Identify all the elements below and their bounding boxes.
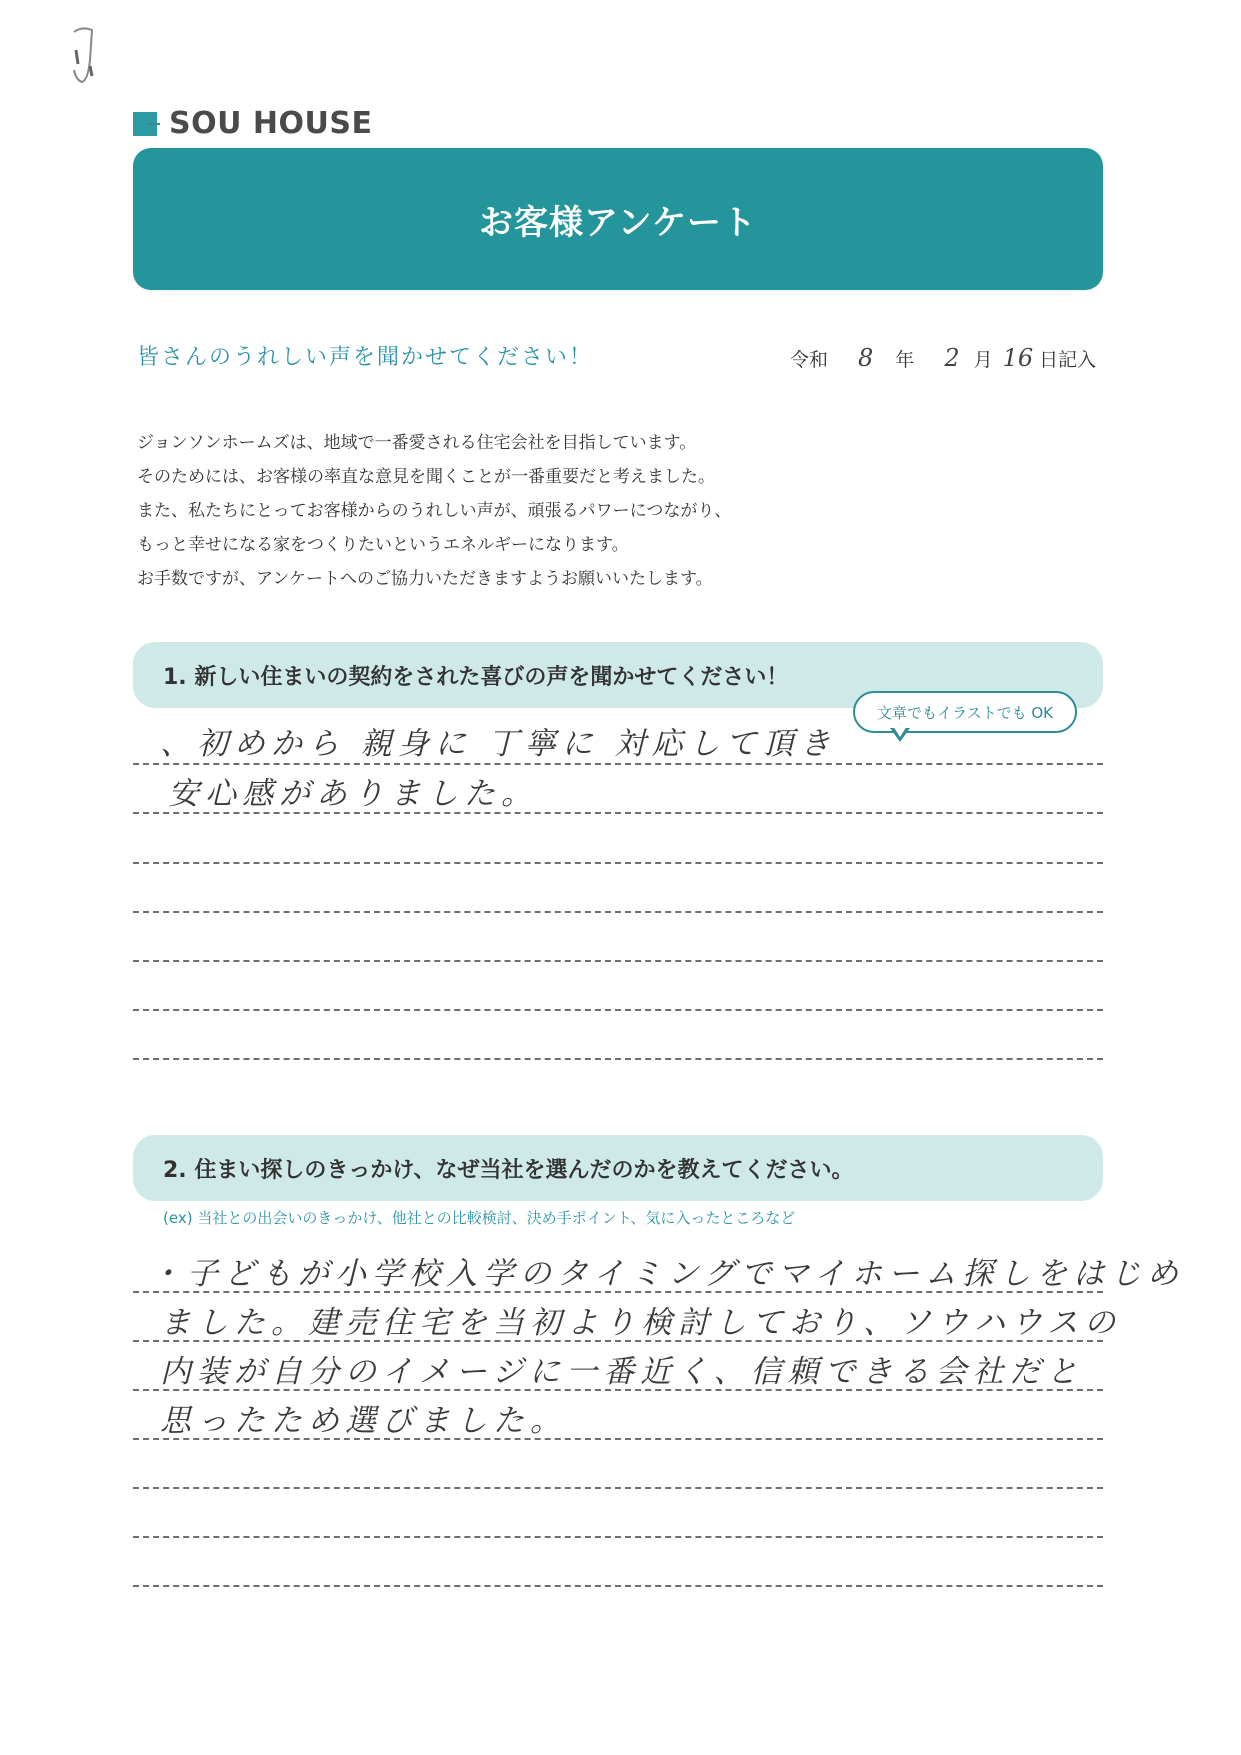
date-day-value[interactable]: 16 <box>1002 344 1034 372</box>
answer-rule <box>133 763 1103 765</box>
question-2-answer-line[interactable]: 内装が自分のイメージに一番近く、信頼できる会社だと <box>160 1354 1084 1390</box>
hint-bubble-tail-fill <box>893 726 907 737</box>
intro-line: お手数ですが、アンケートへのご協力いただきますようお願いいたします。 <box>137 569 713 589</box>
staple-mark <box>66 20 102 90</box>
answer-rule <box>133 960 1103 962</box>
question-1-title: 1. 新しい住まいの契約をされた喜びの声を聞かせてください！ <box>163 664 789 690</box>
question-2-answer-line[interactable]: 思ったため選びました。 <box>160 1403 567 1439</box>
brand-square-icon <box>133 112 157 136</box>
question-2-answer-line[interactable]: ました。建売住宅を当初より検討しており、ソウハウスの <box>160 1305 1122 1341</box>
hint-bubble: 文章でもイラストでも OK <box>853 691 1077 733</box>
date-year-value[interactable]: 8 <box>858 344 874 372</box>
date-year-label: 年 <box>895 349 915 371</box>
lead-text: 皆さんのうれしい声を聞かせてください！ <box>137 345 594 370</box>
brand-name: SOU HOUSE <box>169 106 373 141</box>
answer-rule <box>133 1009 1103 1011</box>
intro-paragraph <box>137 426 731 596</box>
question-2-answer-line[interactable]: ・子どもが小学校入学のタイミングでマイホーム探しをはじめ <box>150 1256 1185 1292</box>
intro-line: そのためには、お客様の率直な意見を聞くことが一番重要だと考えました。 <box>137 467 715 487</box>
answer-rule <box>133 1058 1103 1060</box>
date-field <box>790 344 1096 372</box>
date-day-label: 日記入 <box>1039 349 1097 371</box>
question-1-answer-line[interactable]: 、初めから 親身に 丁寧に 対応して頂き <box>160 726 837 762</box>
brand-logo <box>133 106 372 141</box>
question-1-answer-line[interactable]: 安心感がありました。 <box>168 776 538 812</box>
answer-rule <box>133 1291 1103 1293</box>
title-banner <box>133 148 1103 290</box>
answer-rule <box>133 1389 1103 1391</box>
date-era: 令和 <box>790 349 829 371</box>
date-month-value[interactable]: 2 <box>944 344 960 372</box>
date-month-label: 月 <box>973 349 993 371</box>
question-2-example: (ex) 当社との出会いのきっかけ、他社との比較検討、決め手ポイント、気に入ったところなど <box>163 1209 796 1227</box>
question-2-header <box>133 1135 1103 1201</box>
answer-rule <box>133 911 1103 913</box>
answer-rule <box>133 1340 1103 1342</box>
page-title: お客様アンケート <box>479 202 757 243</box>
answer-rule <box>133 862 1103 864</box>
answer-rule <box>133 812 1103 814</box>
intro-line: もっと幸せになる家をつくりたいというエネルギーになります。 <box>137 535 629 555</box>
intro-line: また、私たちにとってお客様からのうれしい声が、頑張るパワーにつながり、 <box>137 501 732 521</box>
answer-rule <box>133 1487 1103 1489</box>
answer-rule <box>133 1585 1103 1587</box>
question-2-title: 2. 住まい探しのきっかけ、なぜ当社を選んだのかを教えてください。 <box>163 1157 854 1183</box>
answer-rule <box>133 1536 1103 1538</box>
intro-line: ジョンソンホームズは、地域で一番愛される住宅会社を目指しています。 <box>137 433 697 453</box>
answer-rule <box>133 1438 1103 1440</box>
